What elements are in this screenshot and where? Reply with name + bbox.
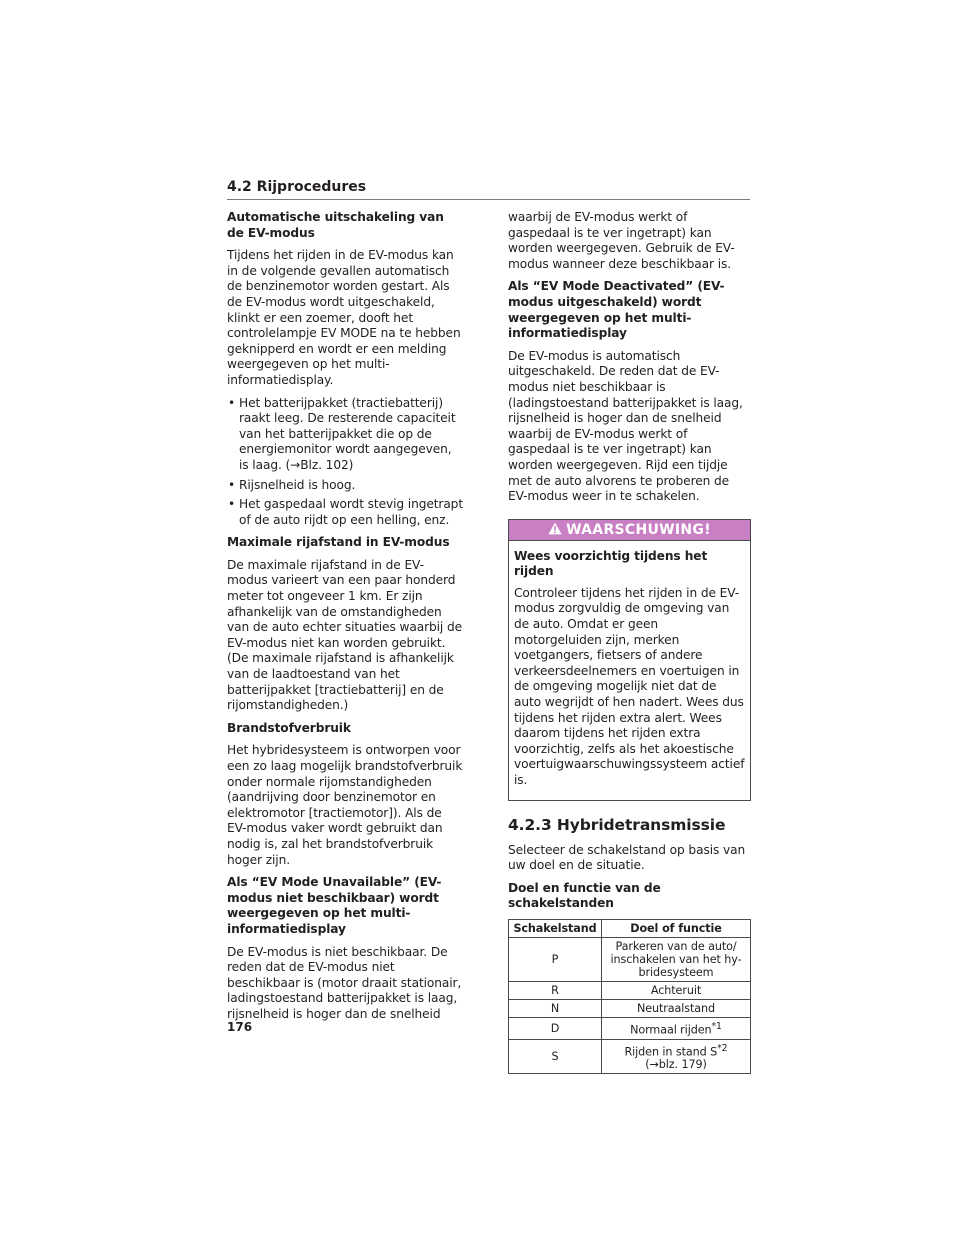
- function-cell: [602, 999, 751, 1017]
- paragraph-deactivated: De EV-modus is automatisch uitgeschakeld. De reden dat de EV-modus niet beschikbaar is (ladingstoestand batterijpakket is laag, rijsnelheid is hoger dan de snelheid waarbij de EV-modus werkt of gaspedaal is te ver ingetrapt) kan worden weergegeven. Rijd een tijdje met de auto alvorens te proberen de EV-modus weer in te schakelen.: [508, 348, 743, 504]
- table-header-row: [509, 919, 751, 937]
- function-text: Neutraalstand: [636, 1001, 716, 1015]
- shift-position-cell: N: [509, 999, 602, 1017]
- section-header: 4.2 Rijprocedures: [227, 178, 750, 200]
- function-cell: [602, 937, 751, 981]
- heading-hybrid-transmission: 4.2.3 Hybridetransmissie: [508, 815, 726, 834]
- heading-fuel: Brandstofverbruik: [227, 720, 351, 735]
- table-row: [509, 1039, 751, 1074]
- paragraph-continued: waarbij de EV-modus werkt of gaspedaal is te ver ingetrapt) kan worden weergegeven. Gebruik de EV-modus wanneer deze beschikbaar is.: [508, 210, 735, 271]
- table-row: [509, 981, 751, 999]
- function-text: Normaal rijden: [630, 1023, 712, 1037]
- warning-title: WAARSCHUWING!: [566, 521, 711, 538]
- page-number: 176: [227, 1020, 253, 1034]
- function-text: Achteruit: [650, 983, 702, 997]
- warning-box: [508, 519, 751, 801]
- warning-text: Controleer tijdens het rijden in de EV-modus zorgvuldig de omgeving van de auto. Omdat er geen motorgeluiden zijn, merken voetgangers, fietsers of andere verkeersdeelnemers en voertuigen in de omgeving mogelijk niet dat de auto wegrijdt of hen nadert. Wees dus tijdens het rijden extra alert. Wees daarom tijdens het rijden extra voorzichtig, zelfs als het akoestische voertuigwaarschuwingssysteem actief is.: [514, 585, 745, 787]
- shift-position-cell: S: [509, 1039, 602, 1074]
- heading-shift-table: Doel en functie van de schakelstanden: [508, 880, 661, 911]
- list-item: • Het gaspedaal wordt stevig ingetrapt of de auto rijdt op een helling, enz.: [227, 497, 464, 528]
- shift-position-cell: D: [509, 1017, 602, 1039]
- footnote-marker: *2: [717, 1042, 728, 1054]
- right-column: [508, 210, 751, 1074]
- warning-heading: Wees voorzichtig tijdens het rijden: [514, 548, 708, 579]
- shift-position-cell: P: [509, 937, 602, 981]
- footnote-marker: *1: [711, 1020, 722, 1032]
- page-reference: (→blz. 179): [645, 1058, 707, 1072]
- heading-auto-off: Automatische uitschakeling van de EV-modus: [227, 210, 444, 240]
- function-cell: [602, 981, 751, 999]
- warning-triangle-icon: [548, 522, 562, 535]
- function-text: Rijden in stand S: [624, 1045, 718, 1059]
- column-header-function: Doel of functie: [602, 919, 751, 937]
- warning-title-bar: [509, 520, 750, 541]
- left-column: [227, 210, 464, 1030]
- paragraph-auto-off: Tijdens het rijden in de EV-modus kan in de volgende gevallen automatisch de benzinemotor worden gestart. Als de EV-modus wordt uitgeschakeld, klinkt er een zoemer, dooft het controlelampje EV MODE na te hebben geknipperd en wordt er een melding weergegeven op het multi-informatiedisplay.: [227, 248, 461, 387]
- function-cell: [602, 1039, 751, 1074]
- function-text: Parkeren van de auto/ inschakelen van het hy- bridesysteem: [610, 939, 742, 979]
- auto-off-list: [227, 396, 464, 529]
- table-row: [509, 1017, 751, 1039]
- list-item: • Rijsnelheid is hoog.: [227, 478, 464, 494]
- paragraph-range: De maximale rijafstand in de EV-modus varieert van een paar honderd meter tot ongeveer 1 km. Er zijn afhankelijk van de omstandigheden van de auto echter situaties waarbij de EV-modus niet kan worden gebruikt. (De maximale rijafstand is afhankelijk van de laadtoestand van het batterijpakket [tractiebatterij] en de rijomstandigheden.): [227, 557, 463, 713]
- heading-unavailable: Als “EV Mode Unavailable” (EV-modus niet beschikbaar) wordt weergegeven op het multi-informatiedisplay: [227, 875, 442, 936]
- shift-position-cell: R: [509, 981, 602, 999]
- paragraph-unavailable: De EV-modus is niet beschikbaar. De reden dat de EV-modus niet beschikbaar is (motor draait stationair, ladingstoestand batterijpakket is laag, rijsnelheid is hoger dan de snelheid: [227, 944, 462, 1021]
- column-header-position: Schakelstand: [509, 919, 602, 937]
- paragraph-transmission: Selecteer de schakelstand op basis van uw doel en de situatie.: [508, 842, 746, 873]
- warning-body: [509, 541, 750, 800]
- list-item: • Het batterijpakket (tractiebatterij) raakt leeg. De resterende capaciteit van het batterijpakket die op de energiemonitor wordt aangegeven, is laag. (→Blz. 102): [227, 396, 464, 474]
- heading-range: Maximale rijafstand in EV-modus: [227, 535, 450, 550]
- shift-positions-table: [508, 919, 751, 1074]
- heading-deactivated: Als “EV Mode Deactivated” (EV-modus uitgeschakeld) wordt weergegeven op het multi-informatiedisplay: [508, 279, 725, 341]
- table-row: [509, 999, 751, 1017]
- function-cell: [602, 1017, 751, 1039]
- paragraph-fuel: Het hybridesysteem is ontworpen voor een zo laag mogelijk brandstofverbruik onder normale rijomstandigheden (aandrijving door benzinemotor en elektromotor [tractiemotor]). Als de EV-modus vaker wordt gebruikt dan nodig is, zal het brandstofverbruik hoger zijn.: [227, 743, 463, 867]
- table-row: [509, 937, 751, 981]
